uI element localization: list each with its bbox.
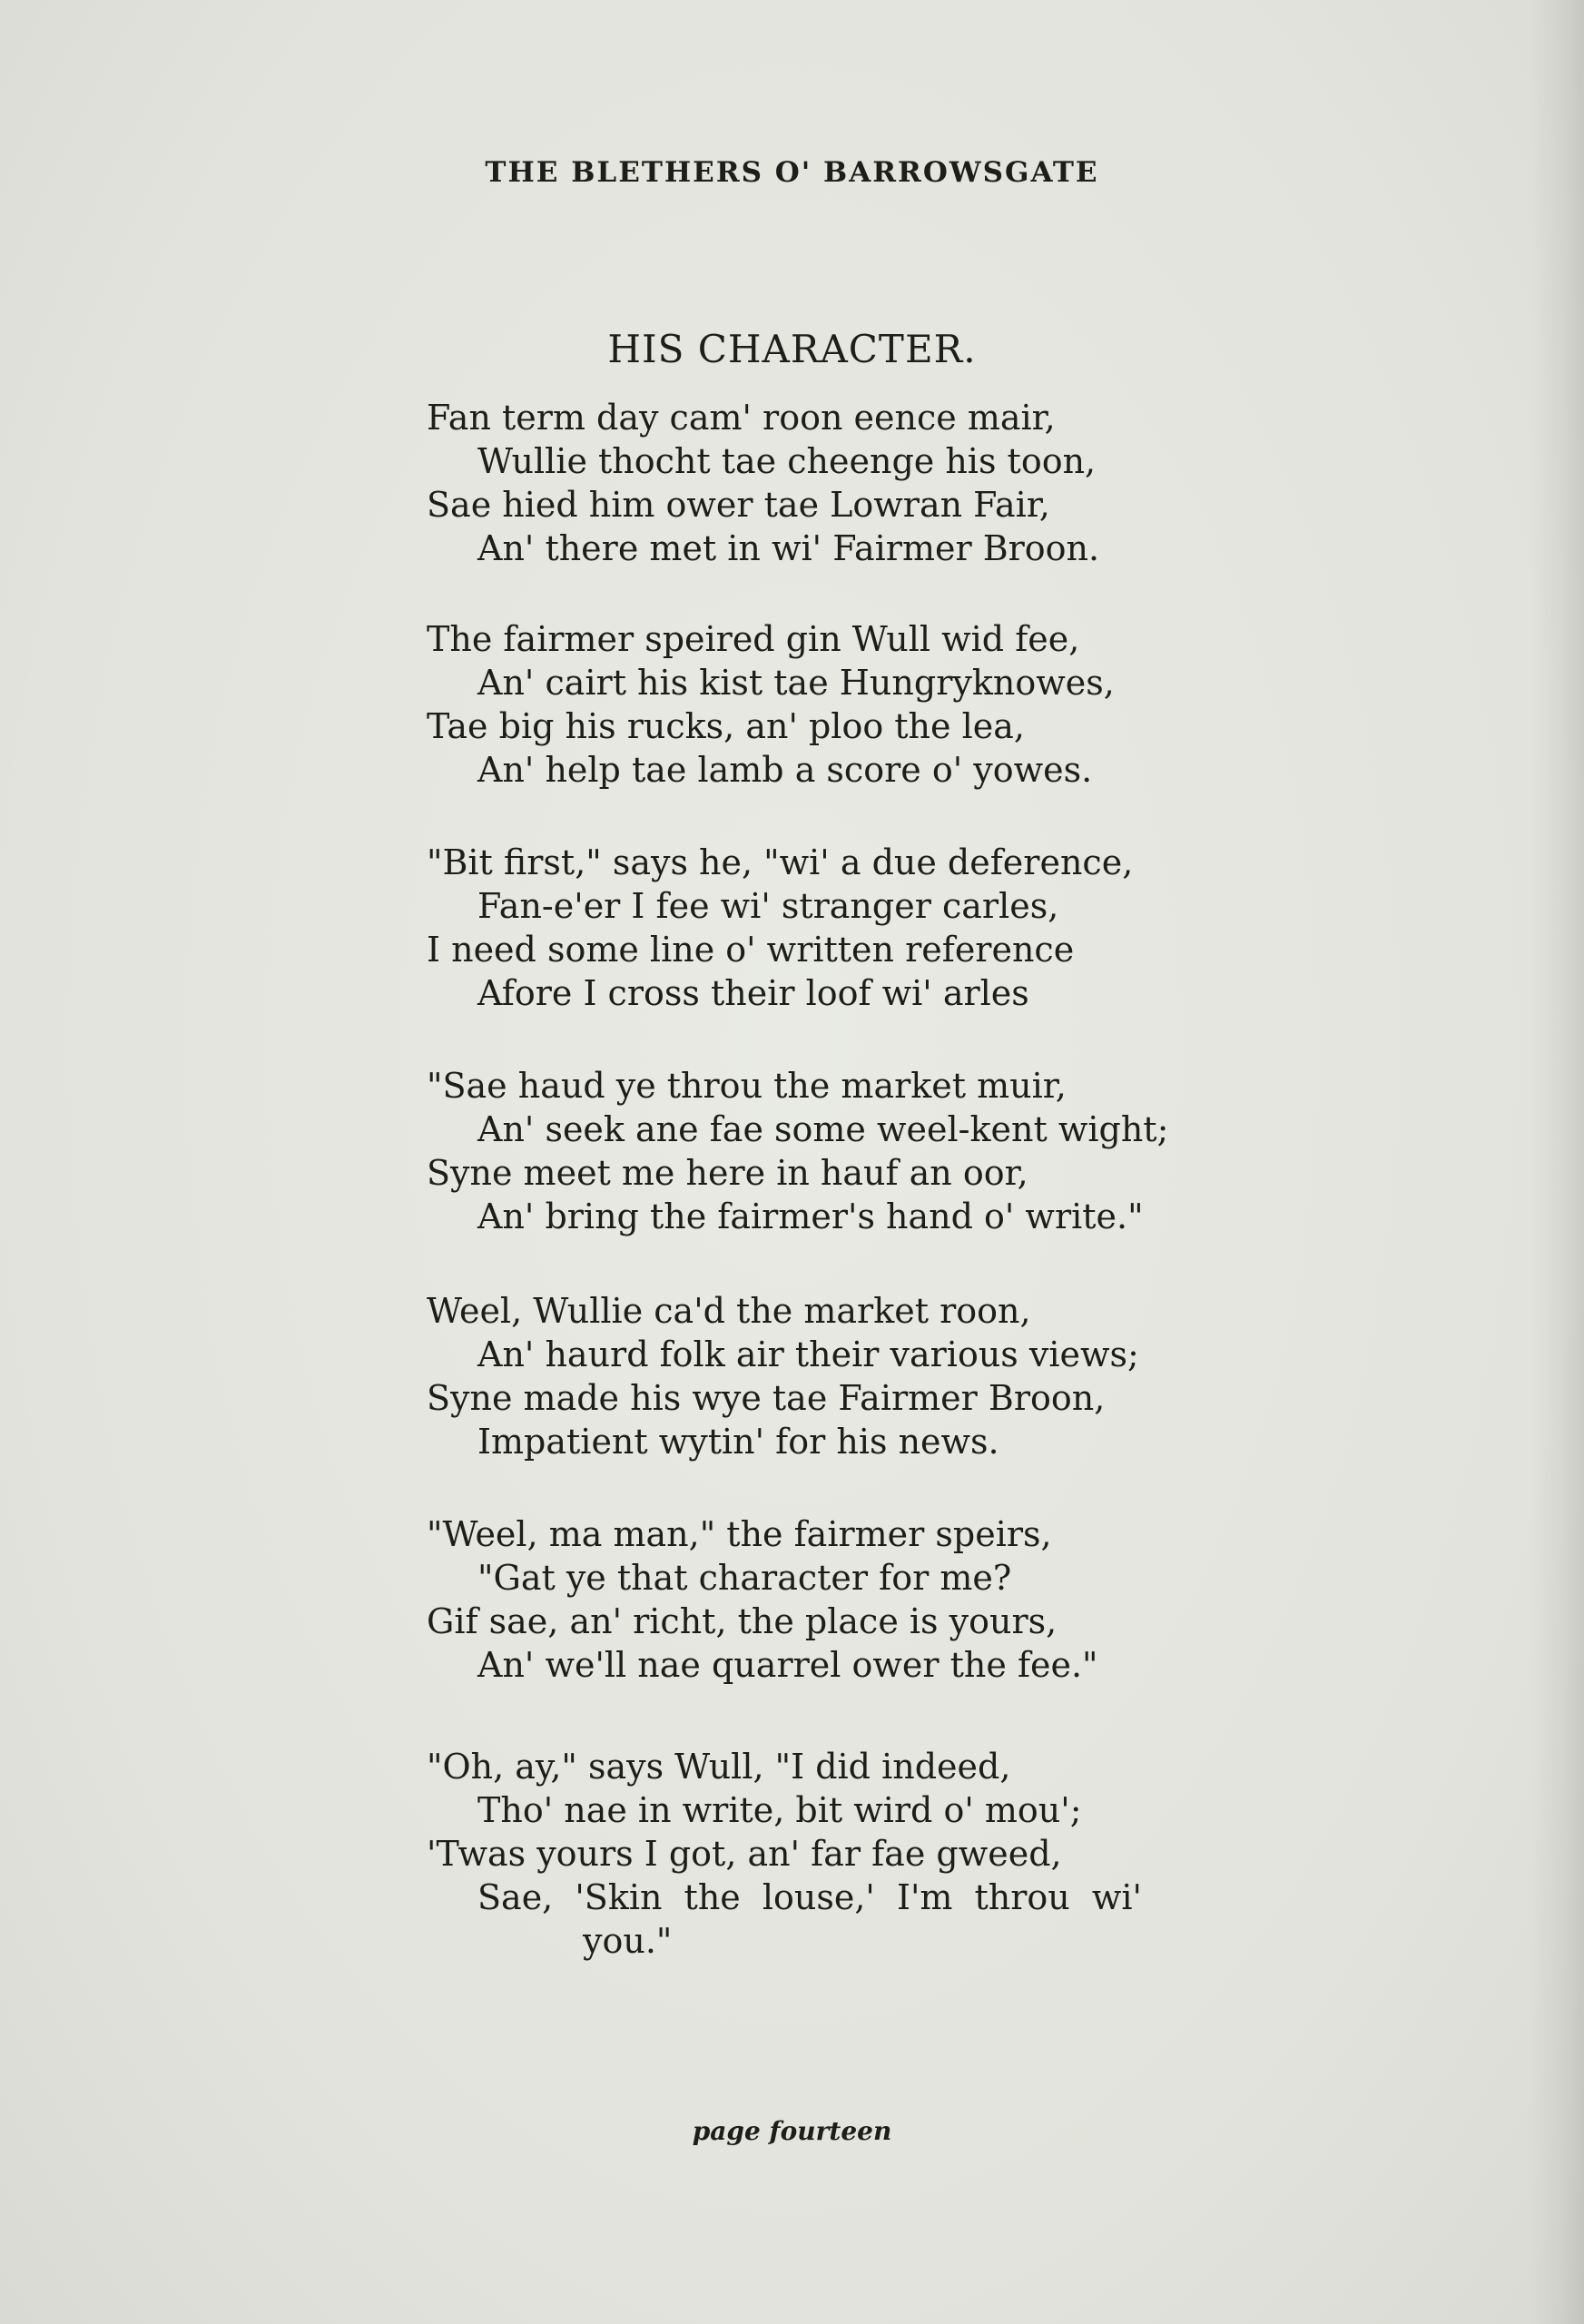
- verse-line: An' seek ane fae some weel-kent wight;: [477, 1109, 1169, 1149]
- verse-line: An' haurd folk air their various views;: [477, 1334, 1139, 1374]
- verse-line: Afore I cross their loof wi' arles: [477, 973, 1029, 1013]
- verse-line: "Oh, ay," says Wull, "I did indeed,: [427, 1747, 1011, 1787]
- verse-line: "Bit first," says he, "wi' a due deference,: [427, 842, 1134, 882]
- verse-line: "Sae haud ye throu the market muir,: [427, 1066, 1067, 1106]
- verse-line: Sae, 'Skin the louse,' I'm throu wi': [477, 1877, 1142, 1917]
- verse-line: "Gat ye that character for me?: [477, 1558, 1012, 1598]
- stanza-6: [427, 1512, 1334, 1687]
- stanza-2: [427, 617, 1334, 792]
- stanza-5: [427, 1289, 1334, 1463]
- verse-line: Tho' nae in write, bit wird o' mou';: [477, 1790, 1082, 1830]
- stanza-3: [427, 841, 1334, 1015]
- verse-line: Syne meet me here in hauf an oor,: [427, 1153, 1028, 1193]
- verse-line: Tae big his rucks, an' ploo the lea,: [427, 706, 1025, 746]
- verse-line: An' cairt his kist tae Hungryknowes,: [477, 663, 1115, 703]
- verse-line: An' bring the fairmer's hand o' write.": [477, 1196, 1144, 1236]
- verse-line: Syne made his wye tae Fairmer Broon,: [427, 1378, 1106, 1418]
- verse-line: Weel, Wullie ca'd the market roon,: [427, 1291, 1031, 1331]
- stanza-4: [427, 1064, 1334, 1238]
- verse-line: 'Twas yours I got, an' far fae gweed,: [427, 1834, 1062, 1874]
- verse-line: An' we'll nae quarrel ower the fee.": [477, 1645, 1098, 1685]
- verse-line: Fan term day cam' roon eence mair,: [427, 398, 1056, 438]
- poem-title: HIS CHARACTER.: [607, 327, 977, 371]
- page-number: page fourteen: [692, 2116, 892, 2146]
- verse-line: I need some line o' written reference: [427, 930, 1075, 970]
- verse-line: The fairmer speired gin Wull wid fee,: [427, 619, 1080, 659]
- verse-line: Gif sae, an' richt, the place is yours,: [427, 1601, 1058, 1641]
- verse-line: Wullie thocht tae cheenge his toon,: [477, 441, 1097, 481]
- verse-line: An' help tae lamb a score o' yowes.: [477, 750, 1093, 790]
- verse-line: Impatient wytin' for his news.: [477, 1422, 999, 1462]
- verse-line-continuation: you.": [583, 1921, 673, 1961]
- stanza-7: [427, 1745, 1334, 1963]
- verse-line: An' there met in wi' Fairmer Broon.: [477, 528, 1100, 568]
- verse-line: Sae hied him ower tae Lowran Fair,: [427, 485, 1050, 525]
- running-head: THE BLETHERS O' BARROWSGATE: [485, 156, 1099, 189]
- verse-line: Fan-e'er I fee wi' stranger carles,: [477, 886, 1059, 926]
- stanza-1: [427, 396, 1334, 570]
- verse-line: "Weel, ma man," the fairmer speirs,: [427, 1514, 1052, 1554]
